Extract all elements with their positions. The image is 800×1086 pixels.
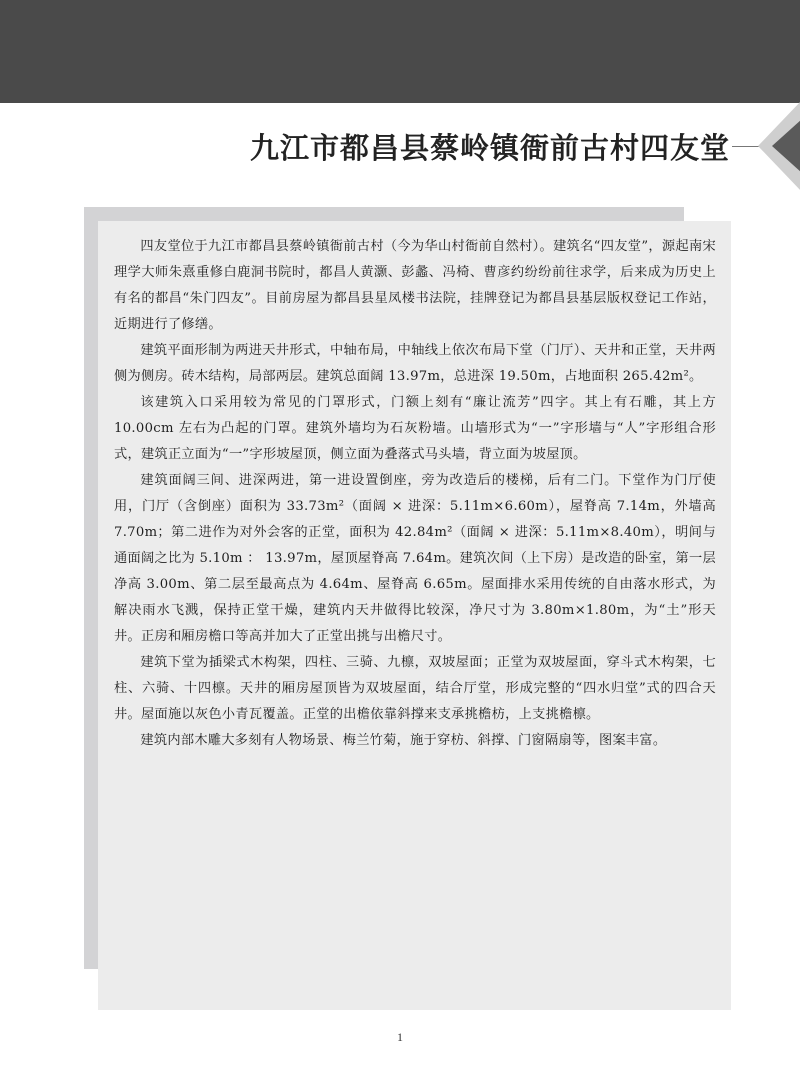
paragraph-2: 建筑平面形制为两进天井形式，中轴布局，中轴线上依次布局下堂（门厅）、天井和正堂，天井两侧为侧房。砖木结构，局部两层。建筑总面阔 13.97m，总进深 19.50m，占地面积 265.42m²。: [114, 343, 716, 384]
header-band: [0, 0, 800, 103]
body-text: [114, 234, 716, 754]
page-title: 九江市都昌县蔡岭镇衙前古村四友堂: [249, 131, 730, 165]
page-number: 1: [397, 1030, 403, 1044]
paragraph-1: 四友堂位于九江市都昌县蔡岭镇衙前古村（今为华山村衙前自然村）。建筑名“四友堂”，源起南宋理学大师朱熹重修白鹿洞书院时，都昌人黄灏、彭蠡、冯椅、曹彦约纷纷前往求学，后来成为历史上有名的都昌“朱门四友”。目前房屋为都昌县星凤楼书法院，挂牌登记为都昌县基层版权登记工作站，近期进行了修缮。: [114, 239, 716, 332]
paragraph-4: 建筑面阔三间、进深两进，第一进设置倒座，旁为改造后的楼梯，后有二门。下堂作为门厅使用，门厅（含倒座）面积为 33.73m²（面阔 × 进深：5.11m×6.60m），屋脊高 7.14m，外墙高 7.70m；第二进作为对外会客的正堂，面积为 42.84m²（面阔 × 进深：5.11m×8.40m），明间与通面阔之比为 5.10m ： 13.97m，屋顶屋脊高 7.64m。建筑次间（上下房）是改造的卧室，第一层净高 3.00m、第二层至最高点为 4.64m、屋脊高 6.65m。屋面排水采用传统的自由落水形式，为解决雨水飞溅，保持正堂干燥，建筑内天井做得比较深，净尺寸为 3.80m×1.80m，为“土”形天井。正房和厢房檐口等高并加大了正堂出挑与出檐尺寸。: [114, 473, 716, 644]
paragraph-6: 建筑内部木雕大多刻有人物场景、梅兰竹菊，施于穿枋、斜撑、门窗隔扇等，图案丰富。: [140, 733, 667, 748]
paragraph-5: 建筑下堂为插梁式木构架，四柱、三骑、九檩，双坡屋面；正堂为双坡屋面，穿斗式木构架，七柱、六骑、十四檩。天井的厢房屋顶皆为双坡屋面，结合厅堂，形成完整的“四水归堂”式的四合天井。屋面施以灰色小青瓦覆盖。正堂的出檐依靠斜撑来支承挑檐枋，上支挑檐檩。: [114, 655, 716, 722]
paragraph-3: 该建筑入口采用较为常见的门罩形式，门额上刻有“廉让流芳”四字。其上有石雕，其上方 10.00cm 左右为凸起的门罩。建筑外墙均为石灰粉墙。山墙形式为“一”字形墙与“人”字形组合形式，建筑正立面为“一”字形坡屋顶，侧立面为叠落式马头墙，背立面为坡屋顶。: [114, 395, 716, 462]
corner-triangle-inner: [772, 119, 800, 173]
